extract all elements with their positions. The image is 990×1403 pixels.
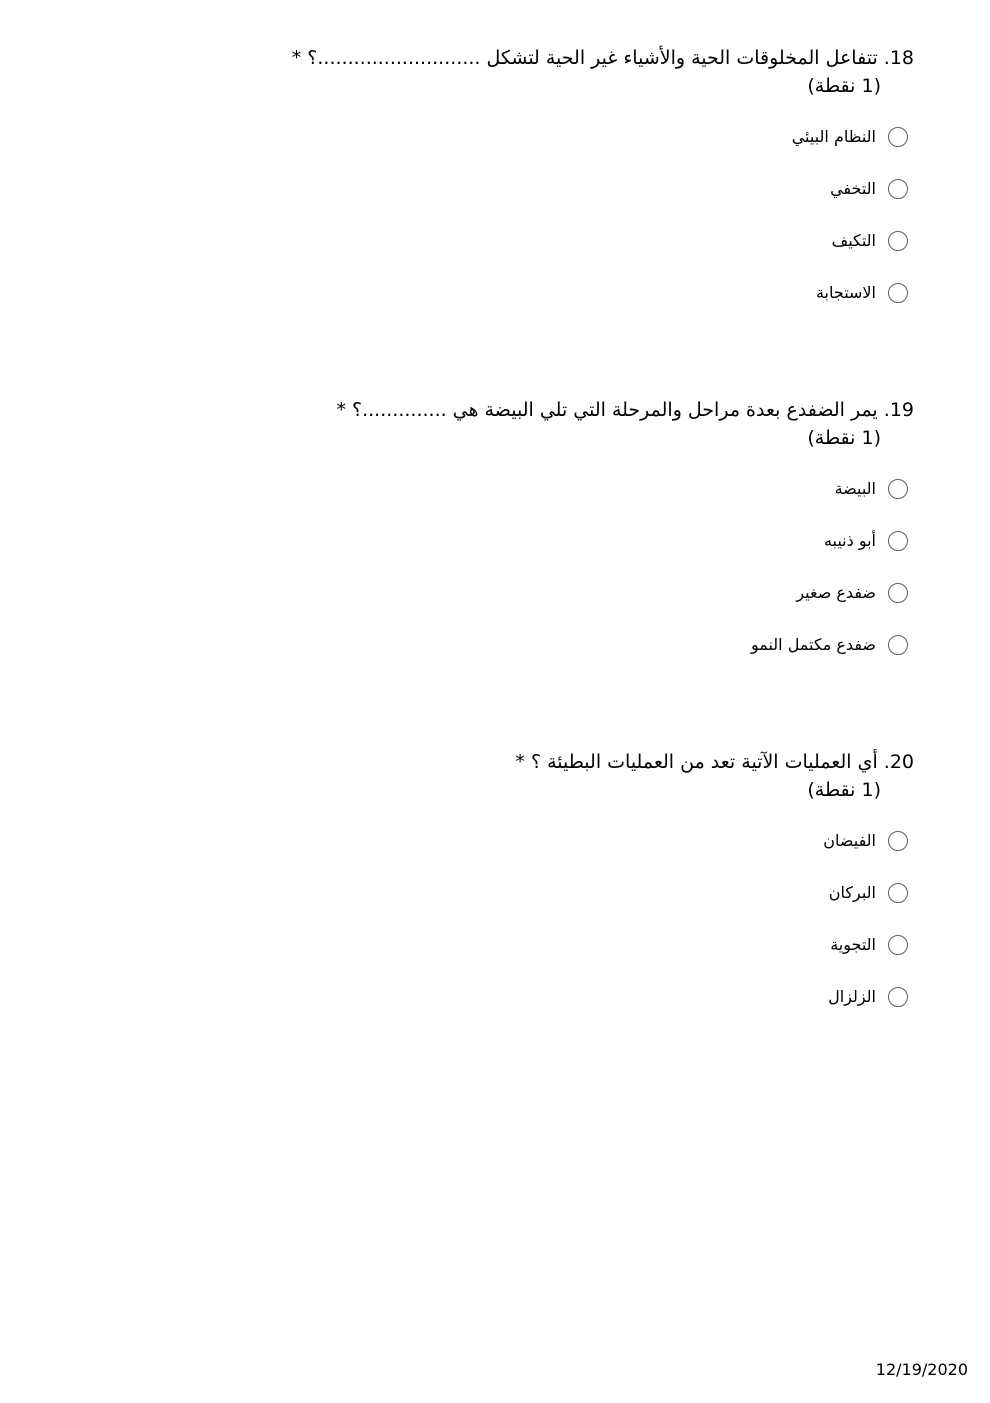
option-radio[interactable] [214, 176, 914, 202]
radio-circle-icon[interactable] [888, 127, 908, 147]
option-label: البيضة [834, 479, 876, 498]
option-label: ضفدع مكتمل النمو [750, 635, 876, 654]
options-group [214, 124, 914, 306]
option-label: الزلزال [828, 987, 876, 1006]
question-title: 18. تتفاعل المخلوقات الحية والأشياء غير الحية لتشكل ...........................؟ * [291, 47, 914, 69]
question-points: (1 نقطة) [807, 779, 881, 801]
option-radio[interactable] [214, 580, 914, 606]
radio-circle-icon[interactable] [888, 987, 908, 1007]
radio-circle-icon[interactable] [888, 635, 908, 655]
option-label: التخفي [830, 179, 876, 198]
option-radio[interactable] [214, 932, 914, 958]
radio-circle-icon[interactable] [888, 935, 908, 955]
option-radio[interactable] [214, 528, 914, 554]
question-18 [214, 44, 914, 332]
option-radio[interactable] [214, 828, 914, 854]
option-radio[interactable] [214, 476, 914, 502]
radio-circle-icon[interactable] [888, 883, 908, 903]
radio-circle-icon[interactable] [888, 231, 908, 251]
option-label: البركان [828, 883, 876, 902]
option-radio[interactable] [214, 228, 914, 254]
option-label: أبو ذنيبه [823, 531, 876, 550]
question-points: (1 نقطة) [807, 75, 881, 97]
radio-circle-icon[interactable] [888, 531, 908, 551]
option-label: التكيف [831, 231, 876, 250]
option-label: ضفدع صغير [796, 583, 876, 602]
option-radio[interactable] [214, 880, 914, 906]
radio-circle-icon[interactable] [888, 179, 908, 199]
radio-circle-icon[interactable] [888, 583, 908, 603]
option-radio[interactable] [214, 124, 914, 150]
option-radio[interactable] [214, 632, 914, 658]
option-label: الفيضان [823, 831, 876, 850]
question-title: 19. يمر الضفدع بعدة مراحل والمرحلة التي تلي البيضة هي ..............؟ * [336, 399, 914, 421]
question-title: 20. أي العمليات الآتية تعد من العمليات البطيئة ؟ * [515, 751, 914, 773]
radio-circle-icon[interactable] [888, 479, 908, 499]
options-group [214, 476, 914, 658]
option-label: الاستجابة [815, 283, 876, 302]
option-radio[interactable] [214, 280, 914, 306]
options-group [214, 828, 914, 1010]
option-label: النظام البيئي [791, 127, 876, 146]
option-radio[interactable] [214, 984, 914, 1010]
question-19 [214, 396, 914, 684]
footer-date: 12/19/2020 [875, 1360, 968, 1379]
radio-circle-icon[interactable] [888, 831, 908, 851]
question-20 [214, 748, 914, 1036]
question-points: (1 نقطة) [807, 427, 881, 449]
option-label: التجوية [830, 935, 876, 954]
radio-circle-icon[interactable] [888, 283, 908, 303]
